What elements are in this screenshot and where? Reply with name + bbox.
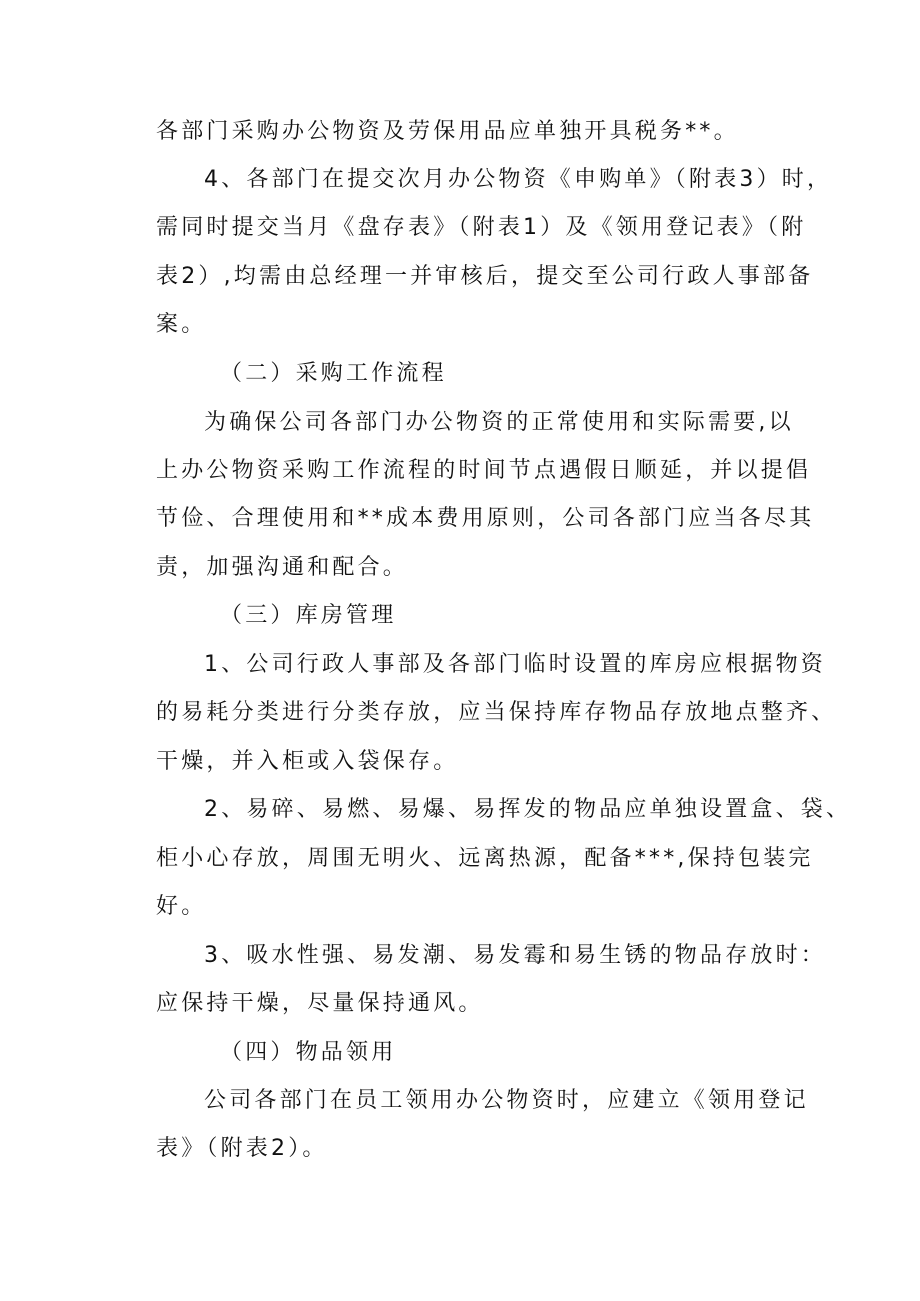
paragraph-line: 为确保公司各部门办公物资的正常使用和实际需要,以 bbox=[204, 410, 794, 435]
paragraph-line: 节俭、合理使用和**成本费用原则，公司各部门应当各尽其 bbox=[156, 506, 815, 531]
paragraph-line: 各部门采购办公物资及劳保用品应单独开具税务**。 bbox=[156, 119, 739, 144]
paragraph-line: 3、吸水性强、易发潮、易发霉和易生锈的物品存放时： bbox=[204, 943, 826, 968]
section-heading: （四）物品领用 bbox=[220, 1040, 397, 1065]
paragraph-line: 干燥，并入柜或入袋保存。 bbox=[156, 749, 459, 774]
paragraph-line: 责，加强沟通和配合。 bbox=[156, 555, 409, 580]
paragraph-line: 的易耗分类进行分类存放，应当保持库存物品存放地点整齐、 bbox=[156, 700, 837, 725]
paragraph-line: 表2）,均需由总经理一并审核后，提交至公司行政人事部备 bbox=[156, 264, 814, 289]
paragraph-line: 公司各部门在员工领用办公物资时，应建立《领用登记 bbox=[204, 1088, 809, 1113]
paragraph-line: 表》（附表2）。 bbox=[156, 1136, 328, 1161]
paragraph-line: 好。 bbox=[156, 894, 207, 919]
paragraph-line: 案。 bbox=[156, 312, 207, 337]
section-heading: （二）采购工作流程 bbox=[220, 361, 447, 386]
paragraph-line: 上办公物资采购工作流程的时间节点遇假日顺延，并以提倡 bbox=[156, 458, 812, 483]
paragraph-line: 柜小心存放，周围无明火、远离热源，配备***,保持包装完 bbox=[156, 846, 814, 871]
paragraph-line: 需同时提交当月《盘存表》（附表1）及《领用登记表》（附 bbox=[156, 215, 807, 240]
section-heading: （三）库房管理 bbox=[220, 603, 397, 628]
paragraph-line: 4、各部门在提交次月办公物资《申购单》（附表3）时， bbox=[204, 167, 833, 192]
paragraph-line: 应保持干燥，尽量保持通风。 bbox=[156, 991, 484, 1016]
paragraph-line: 2、易碎、易燃、易爆、易挥发的物品应单独设置盒、袋、 bbox=[204, 797, 852, 822]
paragraph-line: 1、公司行政人事部及各部门临时设置的库房应根据物资 bbox=[204, 652, 826, 677]
